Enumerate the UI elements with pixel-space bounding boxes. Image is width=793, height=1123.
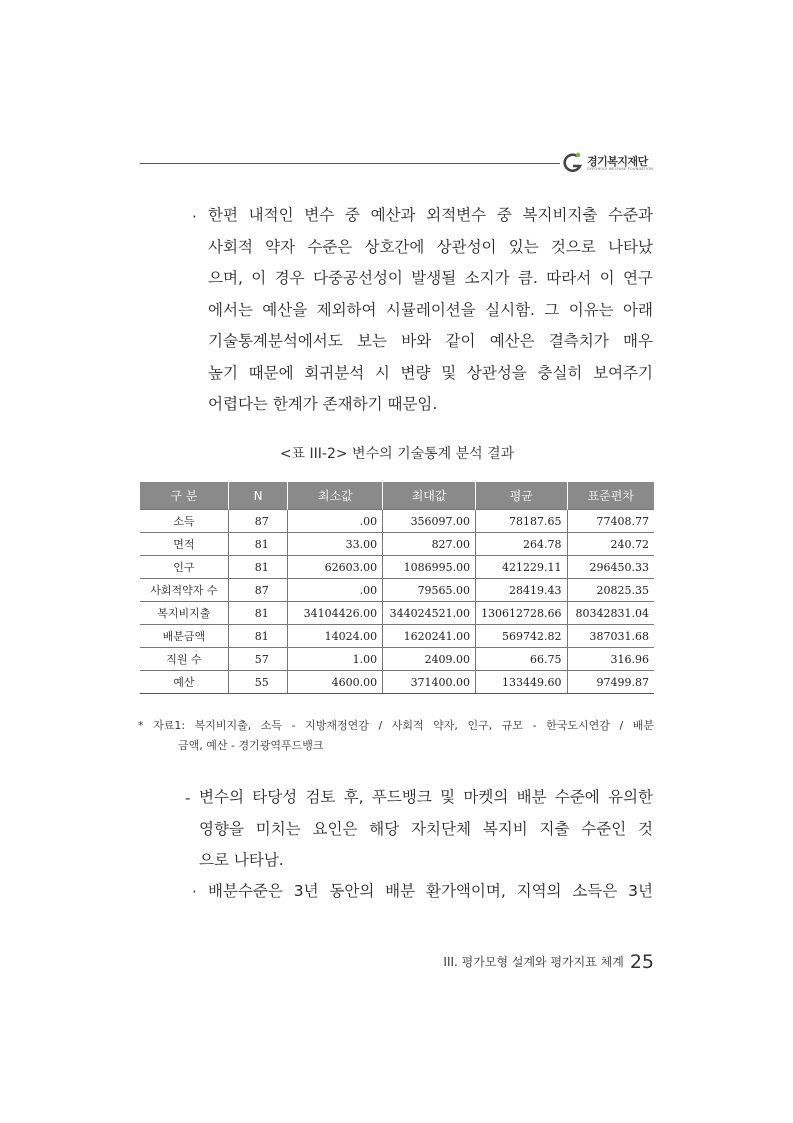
text-line: 높기 때문에 회귀분석 시 변량 및 상관성을 충실히 보여주기: [208, 363, 653, 382]
cell-n: 81: [228, 625, 288, 648]
cell-n: 87: [228, 510, 288, 533]
chapter-title: III. 평가모형 설계와 평가지표 체계: [443, 955, 624, 969]
header-mean: 평균: [476, 482, 567, 510]
cell-mean: 569742.82: [476, 625, 567, 648]
cell-min: .00: [288, 510, 383, 533]
cell-label: 소득: [140, 510, 228, 533]
text-line: 어렵다는 한계가 존재하기 때문임.: [208, 395, 438, 413]
cell-mean: 421229.11: [476, 556, 567, 579]
cell-max: 1620241.00: [383, 625, 476, 648]
cell-label: 배분금액: [140, 625, 228, 648]
cell-mean: 264.78: [476, 533, 567, 556]
text-line: 변수의 타당성 검토 후, 푸드뱅크 및 마켓의 배분 수준에 유의한: [199, 788, 653, 806]
cell-mean: 130612728.66: [476, 602, 567, 625]
table-row: [140, 671, 654, 694]
cell-n: 81: [228, 533, 288, 556]
cell-label: 복지비지출: [140, 602, 228, 625]
paragraph-intro: [208, 200, 653, 421]
source-note-line: * 자료1: 복지비지출, 소득 - 지방재정연감 / 사회적 약자, 인구, 규모 - 한국도시연감 / 배분: [138, 719, 654, 732]
table-header-row: [140, 482, 654, 510]
cell-n: 87: [228, 579, 288, 602]
cell-n: 81: [228, 556, 288, 579]
header-stddev: 표준편차: [567, 482, 654, 510]
cell-min: 4600.00: [288, 671, 383, 694]
table-row: [140, 625, 654, 648]
cell-n: 55: [228, 671, 288, 694]
cell-max: 79565.00: [383, 579, 476, 602]
header-rule: [140, 163, 560, 164]
page-footer: [443, 951, 654, 973]
cell-label: 직원 수: [140, 648, 228, 671]
table-row: [140, 648, 654, 671]
cell-label: 인구: [140, 556, 228, 579]
cell-mean: 78187.65: [476, 510, 567, 533]
table-row: [140, 602, 654, 625]
text-line: 사회적 약자 수준은 상호간에 상관성이 있는 것으로 나타났: [208, 237, 653, 256]
cell-max: 371400.00: [383, 671, 476, 694]
text-line: 영향을 미치는 요인은 해당 자치단체 복지비 지출 수준인 것: [199, 819, 653, 838]
table-row: [140, 533, 654, 556]
cell-label: 예산: [140, 671, 228, 694]
cell-max: 827.00: [383, 533, 476, 556]
table-row: [140, 579, 654, 602]
text-line: 한편 내적인 변수 중 예산과 외적변수 중 복지비지출 수준과: [208, 206, 653, 224]
cell-max: 1086995.00: [383, 556, 476, 579]
paragraph-distribution: [208, 876, 653, 908]
cell-min: 33.00: [288, 533, 383, 556]
cell-stddev: 296450.33: [567, 556, 654, 579]
logo-subtext: GYEONGGI WELFARE FOUNDATION: [587, 167, 653, 171]
cell-label: 사회적약자 수: [140, 579, 228, 602]
cell-min: 62603.00: [288, 556, 383, 579]
table-caption: <표 III-2> 변수의 기술통계 분석 결과: [279, 446, 515, 462]
logo-mark-icon: [563, 152, 583, 174]
cell-max: 344024521.00: [383, 602, 476, 625]
source-note: [138, 716, 654, 756]
text-line: 으며, 이 경우 다중공선성이 발생될 소지가 큼. 따라서 이 연구: [208, 269, 653, 287]
header-category: 구 분: [140, 482, 228, 510]
cell-stddev: 97499.87: [567, 671, 654, 694]
bullet-marker: ·: [192, 208, 197, 226]
cell-stddev: 240.72: [567, 533, 654, 556]
cell-stddev: 80342831.04: [567, 602, 654, 625]
cell-stddev: 316.96: [567, 648, 654, 671]
header-max: 최대값: [383, 482, 476, 510]
cell-mean: 66.75: [476, 648, 567, 671]
cell-min: 14024.00: [288, 625, 383, 648]
header-n: N: [228, 482, 288, 510]
foundation-logo: [563, 150, 668, 176]
cell-min: .00: [288, 579, 383, 602]
cell-mean: 28419.43: [476, 579, 567, 602]
cell-label: 면적: [140, 533, 228, 556]
text-line: 기술통계분석에서도 보는 바와 같이 예산은 결측치가 매우: [208, 332, 653, 350]
text-line: 에서는 예산을 제외하여 시뮬레이션을 실시함. 그 이유는 아래: [208, 300, 653, 319]
cell-min: 1.00: [288, 648, 383, 671]
statistics-table: [140, 482, 654, 694]
cell-max: 2409.00: [383, 648, 476, 671]
text-line: 배분수준은 3년 동안의 배분 환가액이며, 지역의 소득은 3년: [208, 882, 653, 900]
cell-stddev: 387031.68: [567, 625, 654, 648]
cell-n: 81: [228, 602, 288, 625]
paragraph-validity: [199, 782, 653, 877]
page-number: 25: [629, 951, 654, 973]
cell-max: 356097.00: [383, 510, 476, 533]
table-row: [140, 556, 654, 579]
dash-marker: -: [185, 789, 191, 807]
logo-text: 경기복지재단: [587, 155, 648, 168]
cell-stddev: 20825.35: [567, 579, 654, 602]
text-line: 으로 나타남.: [199, 851, 284, 869]
cell-n: 57: [228, 648, 288, 671]
cell-stddev: 77408.77: [567, 510, 654, 533]
cell-mean: 133449.60: [476, 671, 567, 694]
cell-min: 34104426.00: [288, 602, 383, 625]
header-min: 최소값: [288, 482, 383, 510]
table-row: [140, 510, 654, 533]
bullet-marker: ·: [192, 883, 197, 901]
source-note-line: 금액, 예산 - 경기광역푸드뱅크: [178, 739, 324, 752]
